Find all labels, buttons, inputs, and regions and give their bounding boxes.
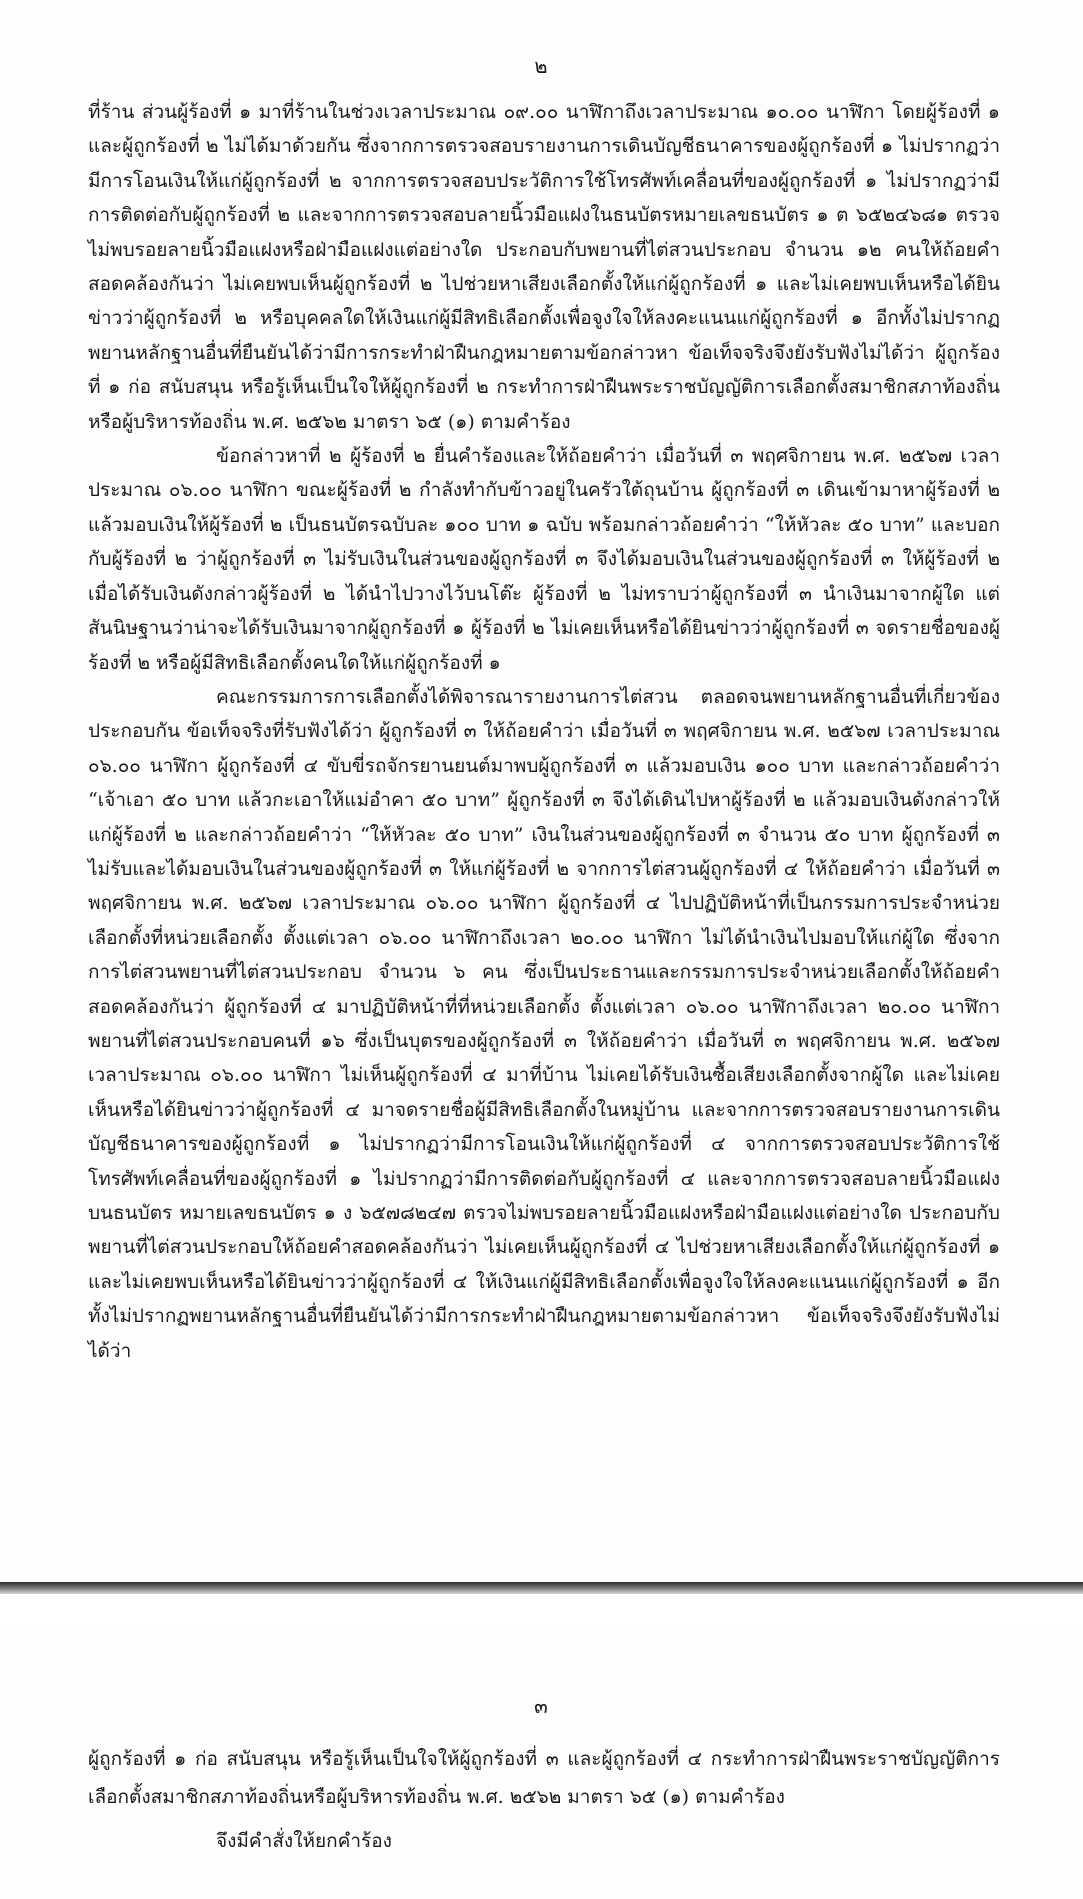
document-page-3: [0, 1630, 1083, 1899]
paragraph-conclusion: ผู้ถูกร้องที่ ๑ ก่อ สนับสนุน หรือรู้เห็นเป็นใจให้ผู้ถูกร้องที่ ๓ และผู้ถูกร้องที่ ๔ กระทำการฝ่าฝืนพระราชบัญญัติการเลือกตั้งสมาชิกสภาท้องถิ่นหรือผู้บริหารท้องถิ่น พ.ศ. ๒๕๖๒ มาตรา ๖๕ (๑) ตามคำร้อง: [88, 1748, 1000, 1808]
paragraph-allegation-1-conclusion: ที่ร้าน ส่วนผู้ร้องที่ ๑ มาที่ร้านในช่วงเวลาประมาณ ๐๙.๐๐ นาฬิกาถึงเวลาประมาณ ๑๐.๐๐ นาฬิกา โดยผู้ร้องที่ ๑ และผู้ถูกร้องที่ ๒ ไม่ได้มาด้วยกัน ซึ่งจากการตรวจสอบรายงานการเดินบัญชีธนาคารของผู้ถูกร้องที่ ๑ ไม่ปรากฏว่ามีการโอนเงินให้แก่ผู้ถูกร้องที่ ๒ จากการตรวจสอบประวัติการใช้โทรศัพท์เคลื่อนที่ของผู้ถูกร้องที่ ๑ ไม่ปรากฏว่ามีการติดต่อกับผู้ถูกร้องที่ ๒ และจากการตรวจสอบลายนิ้วมือแฝงในธนบัตรหมายเลขธนบัตร ๑ ต ๖๕๒๔๖๘๑ ตรวจไม่พบรอยลายนิ้วมือแฝงหรือฝ่ามือแฝงแต่อย่างใด ประกอบกับพยานที่ไต่สวนประกอบ จำนวน ๑๒ คนให้ถ้อยคำสอดคล้องกันว่า ไม่เคยพบเห็นผู้ถูกร้องที่ ๒ ไปช่วยหาเสียงเลือกตั้งให้แก่ผู้ถูกร้องที่ ๑ และไม่เคยพบเห็นหรือได้ยินข่าวว่าผู้ถูกร้องที่ ๒ หรือบุคคลใดให้เงินแก่ผู้มีสิทธิเลือกตั้งเพื่อจูงใจให้ลงคะแนนแก่ผู้ถูกร้องที่ ๑ อีกทั้งไม่ปรากฏพยานหลักฐานอื่นที่ยืนยันได้ว่ามีการกระทำฝ่าฝืนกฎหมายตามข้อกล่าวหา ข้อเท็จจริงจึงยังรับฟังไม่ได้ว่า ผู้ถูกร้องที่ ๑ ก่อ สนับสนุน หรือรู้เห็นเป็นใจให้ผู้ถูกร้องที่ ๒ กระทำการฝ่าฝืนพระราชบัญญัติการเลือกตั้งสมาชิกสภาท้องถิ่นหรือผู้บริหารท้องถิ่น พ.ศ. ๒๕๖๒ มาตรา ๖๕ (๑) ตามคำร้อง: [88, 101, 1000, 433]
page-separator-gap: [0, 1594, 1083, 1630]
paragraph-order: จึงมีคำสั่งให้ยกคำร้อง: [216, 1830, 392, 1852]
paragraph-committee-findings: คณะกรรมการการเลือกตั้งได้พิจารณารายงานการไต่สวน ตลอดจนพยานหลักฐานอื่นที่เกี่ยวข้องประกอบกัน ข้อเท็จจริงที่รับฟังได้ว่า ผู้ถูกร้องที่ ๓ ให้ถ้อยคำว่า เมื่อวันที่ ๓ พฤศจิกายน พ.ศ. ๒๕๖๗ เวลาประมาณ ๐๖.๐๐ นาฬิกา ผู้ถูกร้องที่ ๔ ขับขี่รถจักรยานยนต์มาพบผู้ถูกร้องที่ ๓ แล้วมอบเงิน ๑๐๐ บาท และกล่าวถ้อยคำว่า “เจ้าเอา ๕๐ บาท แล้วกะเอาให้แม่อำคา ๕๐ บาท” ผู้ถูกร้องที่ ๓ จึงได้เดินไปหาผู้ร้องที่ ๒ แล้วมอบเงินดังกล่าวให้แก่ผู้ร้องที่ ๒ และกล่าวถ้อยคำว่า “ให้หัวละ ๕๐ บาท” เงินในส่วนของผู้ถูกร้องที่ ๓ จำนวน ๕๐ บาท ผู้ถูกร้องที่ ๓ ไม่รับและได้มอบเงินในส่วนของผู้ถูกร้องที่ ๓ ให้แก่ผู้ร้องที่ ๒ จากการไต่สวนผู้ถูกร้องที่ ๔ ให้ถ้อยคำว่า เมื่อวันที่ ๓ พฤศจิกายน พ.ศ. ๒๕๖๗ เวลาประมาณ ๐๖.๐๐ นาฬิกา ผู้ถูกร้องที่ ๔ ไปปฏิบัติหน้าที่เป็นกรรมการประจำหน่วยเลือกตั้งที่หน่วยเลือกตั้ง ตั้งแต่เวลา ๐๖.๐๐ นาฬิกาถึงเวลา ๒๐.๐๐ นาฬิกา ไม่ได้นำเงินไปมอบให้แก่ผู้ใด ซึ่งจากการไต่สวนพยานที่ไต่สวนประกอบ จำนวน ๖ คน ซึ่งเป็นประธานและกรรมการประจำหน่วยเลือกตั้งให้ถ้อยคำสอดคล้องกันว่า ผู้ถูกร้องที่ ๔ มาปฏิบัติหน้าที่ที่หน่วยเลือกตั้ง ตั้งแต่เวลา ๐๖.๐๐ นาฬิกาถึงเวลา ๒๐.๐๐ นาฬิกา พยานที่ไต่สวนประกอบคนที่ ๑๖ ซึ่งเป็นบุตรของผู้ถูกร้องที่ ๓ ให้ถ้อยคำว่า เมื่อวันที่ ๓ พฤศจิกายน พ.ศ. ๒๕๖๗ เวลาประมาณ ๐๖.๐๐ นาฬิกา ไม่เห็นผู้ถูกร้องที่ ๔ มาที่บ้าน ไม่เคยได้รับเงินซื้อเสียงเลือกตั้งจากผู้ใด และไม่เคยเห็นหรือได้ยินข่าวว่าผู้ถูกร้องที่ ๔ มาจดรายชื่อผู้มีสิทธิเลือกตั้งในหมู่บ้าน และจากการตรวจสอบรายงานการเดินบัญชีธนาคารของผู้ถูกร้องที่ ๑ ไม่ปรากฏว่ามีการโอนเงินให้แก่ผู้ถูกร้องที่ ๔ จากการตรวจสอบประวัติการใช้โทรศัพท์เคลื่อนที่ของผู้ถูกร้องที่ ๑ ไม่ปรากฏว่ามีการติดต่อกับผู้ถูกร้องที่ ๔ และจากการตรวจสอบลายนิ้วมือแฝงบนธนบัตร หมายเลขธนบัตร ๑ ง ๖๕๗๘๒๔๗ ตรวจไม่พบรอยลายนิ้วมือแฝงหรือฝ่ามือแฝงแต่อย่างใด ประกอบกับพยานที่ไต่สวนประกอบให้ถ้อยคำสอดคล้องกันว่า ไม่เคยเห็นผู้ถูกร้องที่ ๔ ไปช่วยหาเสียงเลือกตั้งให้แก่ผู้ถูกร้องที่ ๑ และไม่เคยพบเห็นหรือได้ยินข่าวว่าผู้ถูกร้องที่ ๔ ให้เงินแก่ผู้มีสิทธิเลือกตั้งเพื่อจูงใจให้ลงคะแนนแก่ผู้ถูกร้องที่ ๑ อีกทั้งไม่ปรากฏพยานหลักฐานอื่นที่ยืนยันได้ว่ามีการกระทำฝ่าฝืนกฎหมายตามข้อกล่าวหา ข้อเท็จจริงจึงยังรับฟังไม่ได้ว่า: [88, 685, 1000, 1362]
page-number: ๒: [534, 54, 549, 78]
paragraph-allegation-2: ข้อกล่าวหาที่ ๒ ผู้ร้องที่ ๒ ยื่นคำร้องและให้ถ้อยคำว่า เมื่อวันที่ ๓ พฤศจิกายน พ.ศ. ๒๕๖๗ เวลาประมาณ ๐๖.๐๐ นาฬิกา ขณะผู้ร้องที่ ๒ กำลังทำกับข้าวอยู่ในครัวใต้ถุนบ้าน ผู้ถูกร้องที่ ๓ เดินเข้ามาหาผู้ร้องที่ ๒ แล้วมอบเงินให้ผู้ร้องที่ ๒ เป็นธนบัตรฉบับละ ๑๐๐ บาท ๑ ฉบับ พร้อมกล่าวถ้อยคำว่า “ให้หัวละ ๕๐ บาท” และบอกกับผู้ร้องที่ ๒ ว่าผู้ถูกร้องที่ ๓ ไม่รับเงินในส่วนของผู้ถูกร้องที่ ๓ จึงได้มอบเงินในส่วนของผู้ถูกร้องที่ ๓ ให้ผู้ร้องที่ ๒ เมื่อได้รับเงินดังกล่าวผู้ร้องที่ ๒ ได้นำไปวางไว้บนโต๊ะ ผู้ร้องที่ ๒ ไม่ทราบว่าผู้ถูกร้องที่ ๓ นำเงินมาจากผู้ใด แต่สันนิษฐานว่าน่าจะได้รับเงินมาจากผู้ถูกร้องที่ ๑ ผู้ร้องที่ ๒ ไม่เคยเห็นหรือได้ยินข่าวว่าผู้ถูกร้องที่ ๓ จดรายชื่อของผู้ร้องที่ ๒ หรือผู้มีสิทธิเลือกตั้งคนใดให้แก่ผู้ถูกร้องที่ ๑: [88, 445, 1000, 674]
page-body: [88, 1740, 1000, 1860]
page-separator-shadow: [0, 1582, 1083, 1594]
page-body: [88, 95, 1000, 1368]
page-number: ๓: [534, 1694, 549, 1718]
